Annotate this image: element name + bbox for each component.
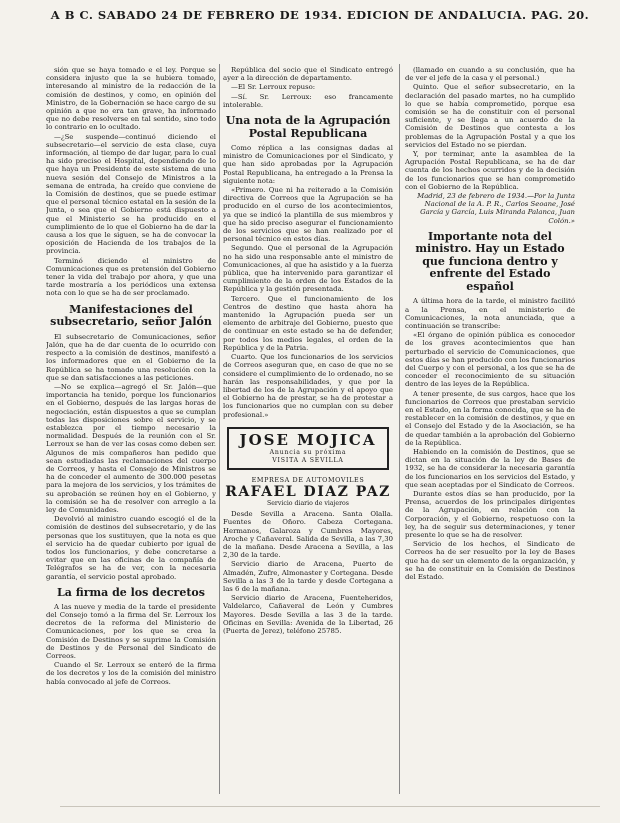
headline-jalon: Manifestaciones del subsecretario, señor Jalón — [50, 302, 212, 329]
advert-subtitle: Anuncia su próxima — [269, 448, 347, 456]
paragraph: —No se explica—agregó el Sr. Jalón—que importancia ha tenido, porque los funcionarios en el Gobierno, después de las largas horas de negociación, están dispuestos a que se cumplan todas las disposiciones sobre el servicio, y se establezca por el tiempo necesario la normalidad. Después de la reunión con el Sr. Lerroux se han de ver las cosas como deben ser. Algunos de mis compañeros han pedido que sean estudiadas las reclamaciones del cuerpo de Correos, y hasta el Consejo de Ministros se ha de conceder el aumento de 300.000 pesetas para la mejora de los servicios, y los trámites de su aprobación se reúnen hoy en el Gobierno, y la comisión se ha de resolver con arreglo a la ley de Comunidades. — [46, 382, 216, 514]
bottom-rule — [60, 806, 600, 807]
paragraph: sión que se haya tomado e el ley. Porque se considera injusto que la se hubiera tomado, interesando al ministro de la redacción de la comisión de destinos, y como, en opinión del Ministro, de la Gobernación se hace cargo de su opinión a que no era tan grave, ha informado que no debe resolverse en tal sentido, sino todo lo contrario en lo ocultado. — [46, 66, 216, 132]
paragraph: El subsecretario de Comunicaciones, señor Jalón, que ha de dar cuenta de lo ocurrido con respecto a la comisión de destinos, manifestó a los informadores que en el Gobierno de la República se ha tomado una resolución con la que se dan satisfacciones a las peticiones. — [46, 332, 216, 382]
advert-mojica — [227, 427, 389, 470]
paragraph: «El órgano de opinión pública es conocedor de los graves acontecimientos que han perturbado el servicio de Comunicaciones, que estos días se han producido con los funcionarios del Cuerpo y con el personal, a los que se ha de conceder el reconocimiento de su situación dentro de las leyes de la República. — [405, 331, 575, 389]
column-rule — [219, 64, 220, 794]
paragraph: Servicio diario de Aracena, Fuenteheridos, Valdelarco, Cañaveral de León y Cumbres Mayores. Desde Sevilla a las 3 de la tarde. Oficinas en Sevilla: Avenida de la Libertad, 26 (Puerta de Jerez), teléfono 25785. — [223, 594, 393, 635]
paragraph: A las nueve y media de la tarde el presidente del Consejo tomó a la firma del Sr. Lerroux los decretos de la reforma del Ministerio de Comunicaciones, por los que se crea la Comisión de Destinos y se suprime la Comisión de Destinos y de Personal del Sindicato de Correos. — [46, 602, 216, 660]
paragraph: Servicio de los hechos, el Sindicato de Correos ha de ser resuelto por la ley de Bases que ha de ser un elemento de la organización, y se ha de constituir en la Comisión de Destinos del Estado. — [405, 540, 575, 582]
paragraph: Segundo. Que el personal de la Agrupación no ha sido una responsable ante el ministro de Comunicaciones, al que ha asistido y a la fuerza pública, que ha intervenido para garantizar el cumplimiento de la orden de los Estados de la República y la gestión presentada. — [223, 244, 393, 294]
column-middle — [223, 66, 393, 796]
headline-importante: Importante nota del ministro. Hay un Estado que funciona dentro y enfrente del Estado español — [415, 229, 565, 293]
headline-agrupacion: Una nota de la Agrupación Postal Republicana — [225, 114, 391, 140]
paragraph: Servicio diario de Aracena, Puerto de Almadén, Zufre, Almonaster y Cortegana. Desde Sevilla a las 3 de la tarde y desde Cortegana a las 6 de la mañana. — [223, 560, 393, 593]
paragraph: Quinto. Que el señor subsecretario, en la declaración del pasado martes, no ha cumplido lo que se había comprometido, porque esa comisión se ha de constituir con el personal suficiente, y se llega a un acuerdo de la Comisión de Destinos que contesta a los problemas de la Agrupación Postal y a que los servicios del Estado no se pierdan. — [405, 83, 575, 149]
advert-title: JOSE MOJICA — [239, 430, 377, 449]
paragraph: Cuando el Sr. Lerroux se enteró de la firma de los decretos y los de la comisión del ministro había convocado al jefe de Correos. — [46, 661, 216, 686]
paragraph: Desde Sevilla a Aracena. Santa Olalla. Fuentes de Oñoro. Cabeza Cortegana. Hermanos, Galaroza y Cumbres Mayores, Aroche y Cañaveral. Salida de Sevilla, a las 7,30 de la mañana. Desde Aracena a Sevilla, a las 2,30 de la tarde. — [223, 510, 393, 560]
paragraph: (llamado en cuando a su conclusión, que ha de ver el jefe de la casa y el personal.) — [405, 66, 575, 83]
paragraph: Cuarto. Que los funcionarios de los servicios de Correos aseguran que, en caso de que no se considere el cumplimiento de lo ordenado, no se harán las responsabilidades, y que por la libertad de los de la Agrupación y el apoyo que el Gobierno ha de prestar, se ha de protestar a los funcionarios que no cumplan con su deber profesional.» — [223, 353, 393, 419]
paragraph: Como réplica a las consignas dadas al ministro de Comunicaciones por el Sindicato, y que han sido aprobadas por la Agrupación Postal Republicana, ha entregado a la Prensa la siguiente nota: — [223, 144, 393, 185]
advert-title: RAFAEL DIAZ PAZ — [225, 483, 391, 500]
paragraph: Tercero. Que el funcionamiento de los Centros de destino que hasta ahora ha mantenido la Agrupación pueda ser un elemento de arbitraje del Gobierno, puesto que de continuar en este estado se ha de defender, por todos los medios legales, el orden de la República y de la Patria. — [223, 294, 393, 352]
column-left — [46, 66, 216, 796]
column-rule — [399, 64, 400, 794]
paragraph: Devolvió al ministro cuando escogió el de la comisión de destinos del subsecretario, y de las personas que los sustituyen, que la nota es que el servicio ha de quedar cubierto por igual de todos los funcionarios, y debe concretarse a evitar que en las oficinas de la compañía de Telégrafos se ha de ver, con la necesaria garantía, el servicio postal aprobado. — [46, 515, 216, 581]
paragraph: Terminó diciendo el ministro de Comunicaciones que es pretensión del Gobierno tener la vida del trabajo por ahora, y que una tarde mostraría a los periódicos una extensa nota con lo que se ha de ser proclamado. — [46, 256, 216, 298]
paragraph: República del socio que el Sindicato entregó ayer a la dirección de departamento. — [223, 66, 393, 83]
paragraph: —El Sr. Lerroux repuso: — [231, 83, 316, 92]
paragraph: Y, por terminar, ante la asamblea de la Agrupación Postal Republicana, se ha de dar cuenta de los hechos ocurridos y de la decisión de los funcionarios que se han comprometido con el Gobierno de la República. — [405, 150, 575, 191]
paragraph: —¿Se suspende—continuó diciendo el subsecretario—el servicio de esta clase, cuya información, al tiempo de dar lugar, para lo cual ha sido preciso el Hospital, dependiendo de lo que haya un Presidente de este sistema de una nueva sesión del Consejo de Ministros a la semana de entrada, ha creído que conviene de la Comisión de destinos, que se puede estimar que el personal técnico estatal en la sesión de la Junta, o sea que el Gobierno está dispuesto a que el Ministerio se ha producido en el cumplimiento de lo que el Gobierno ha de dar la causa a los que le siguen, se ha de convocar la oposición de Hacienda de los trabajos de la provincia. — [46, 132, 216, 256]
advert-diaz-paz — [223, 476, 393, 508]
paragraph: —Sí. Sr. Lerroux: eso francamente intolerable. — [223, 92, 393, 109]
paragraph: Habiendo en la comisión de Destinos, que se dictan en la situación de la ley de Bases de 1932, se ha de considerar la necesaria garantía de los funcionarios en los servicios del Estado, y que sean aceptadas por el Sindicato de Correos. — [405, 448, 575, 489]
signature-paragraph: Madrid, 23 de febrero de 1934.—Por la Junta Nacional de la A. P. R., Carlos Seoane, José García y García, Luis Miranda Palanca, Juan Colón.» — [417, 192, 575, 225]
advert-subtitle: VISITA A SEVILLA — [272, 456, 344, 464]
headline-firma: La firma de los decretos — [57, 585, 205, 599]
column-right — [405, 66, 575, 796]
advert-kicker: EMPRESA DE AUTOMOVILES — [251, 475, 365, 484]
paragraph: A última hora de la tarde, el ministro facilitó a la Prensa, en el ministerio de Comunicaciones, la nota anunciada, que a continuación se transcribe: — [405, 297, 575, 330]
page-header: A B C. SABADO 24 DE FEBRERO DE 1934. EDICION DE ANDALUCIA. PAG. 20. — [50, 8, 590, 22]
paragraph: A tener presente, de sus cargos, hace que los funcionarios de Correos que prestaban servicio en el Estado, en la forma conocida, que se ha de restablecer en la comisión de destinos, y que en el Consejo del Estado y de la Asociación, se ha de quedar también a la aprobación del Gobierno de la República. — [405, 389, 575, 447]
paragraph: Durante estos días se han producido, por la Prensa, acuerdos de los principales dirigentes de la Agrupación, en relación con la Corporación, y el Gobierno, respetuoso con la ley, ha de seguir sus determinaciones, y tener presente lo que se ha de resolver. — [405, 490, 575, 540]
paragraph: «Primero. Que ni ha reiterado a la Comisión directiva de Correos que la Agrupación se ha producido en el curso de los acontecimientos, ya que se indicó la plantilla de sus miembros y que ha sido preciso asegurar el funcionamiento de los servicios que se han realizado por el personal técnico en estos días. — [223, 186, 393, 244]
advert-subtitle: Servicio diario de viajeros — [267, 499, 349, 507]
